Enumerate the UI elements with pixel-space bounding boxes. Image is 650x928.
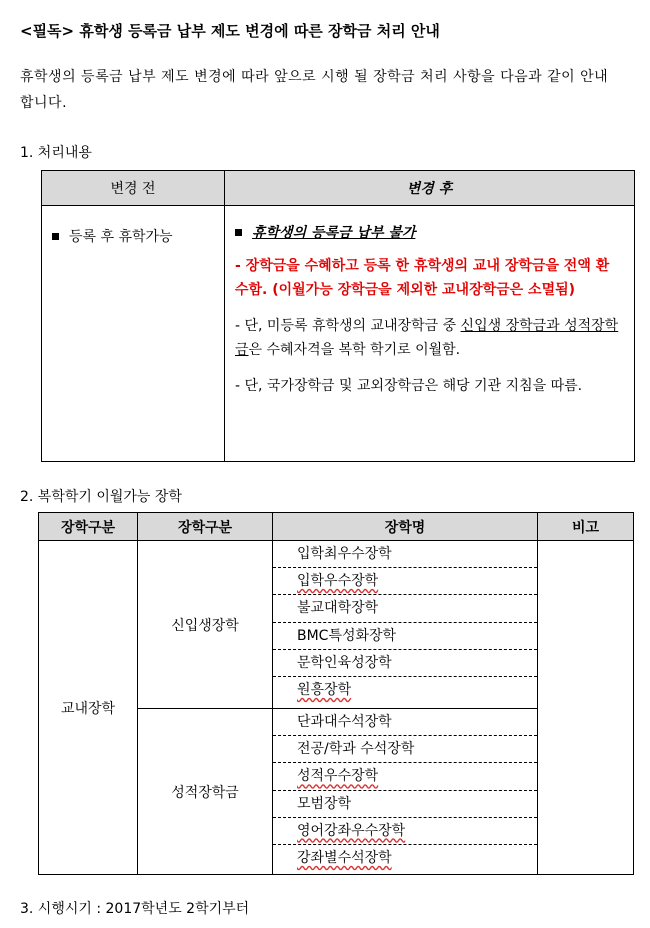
list-item: 영어강좌우수장학 bbox=[273, 818, 537, 845]
section-2-heading: 2. 복학학기 이월가능 장학 bbox=[20, 489, 182, 505]
section-3-heading: 3. 시행시기 : 2017학년도 2학기부터 bbox=[20, 901, 250, 917]
list-item: 단과대수석장학 bbox=[273, 709, 537, 736]
page-title: <필독> 휴학생 등록금 납부 제도 변경에 따른 장학금 처리 안내 bbox=[20, 22, 440, 40]
square-bullet-icon bbox=[52, 233, 59, 240]
list-item: BMC특성화장학 bbox=[273, 623, 537, 650]
group-name: 신입생장학 bbox=[138, 541, 273, 709]
header-subcategory: 장학구분 bbox=[138, 513, 273, 541]
refund-notice: - 장학금을 수혜하고 등록 한 휴학생의 교내 장학금을 전액 환수함. (이월가능 장학금을 제외한 교내장학금은 소멸됨) bbox=[235, 258, 610, 298]
scholarship-list bbox=[273, 709, 538, 875]
section-1-heading: 1. 처리내용 bbox=[20, 145, 92, 161]
col-after-header: 변경 후 bbox=[225, 171, 635, 206]
list-item: 원흥장학 bbox=[297, 681, 352, 698]
col-before-header: 변경 전 bbox=[42, 171, 225, 206]
header-scholarship-name: 장학명 bbox=[273, 513, 538, 541]
list-item: 성적우수장학 bbox=[273, 763, 537, 790]
scholarship-list bbox=[273, 541, 538, 709]
scholarship-table bbox=[38, 512, 634, 875]
list-item: 입학최우수장학 bbox=[273, 541, 537, 568]
list-item: 문학인육성장학 bbox=[273, 650, 537, 677]
list-item: 모범장학 bbox=[273, 791, 537, 818]
carryover-notice: - 단, 미등록 휴학생의 교내장학금 중 신입생 장학금과 성적장학금은 수혜자격을 복학 학기로 이월함. bbox=[235, 318, 619, 358]
external-notice: - 단, 국가장학금 및 교외장학금은 해당 기관 지침을 따름. bbox=[235, 378, 583, 394]
before-item: 등록 후 휴학가능 bbox=[69, 229, 173, 245]
header-remarks: 비고 bbox=[538, 513, 634, 541]
group-name: 성적장학금 bbox=[138, 709, 273, 875]
before-cell bbox=[42, 206, 225, 462]
list-item: 입학우수장학 bbox=[273, 568, 537, 595]
list-item: 강좌별수석장학 bbox=[297, 849, 392, 866]
change-table bbox=[41, 170, 635, 462]
header-category: 장학구분 bbox=[39, 513, 138, 541]
after-cell bbox=[225, 206, 635, 462]
remarks-cell bbox=[538, 541, 634, 875]
list-item: 불교대학장학 bbox=[273, 595, 537, 622]
intro-paragraph: 휴학생의 등록금 납부 제도 변경에 따라 앞으로 시행 될 장학금 처리 사항을 다음과 같이 안내합니다. bbox=[20, 69, 609, 111]
category-cell: 교내장학 bbox=[39, 541, 138, 875]
square-bullet-icon bbox=[235, 229, 242, 236]
list-item: 전공/학과 수석장학 bbox=[273, 736, 537, 763]
after-heading: 휴학생의 등록금 납부 불가 bbox=[252, 225, 416, 241]
